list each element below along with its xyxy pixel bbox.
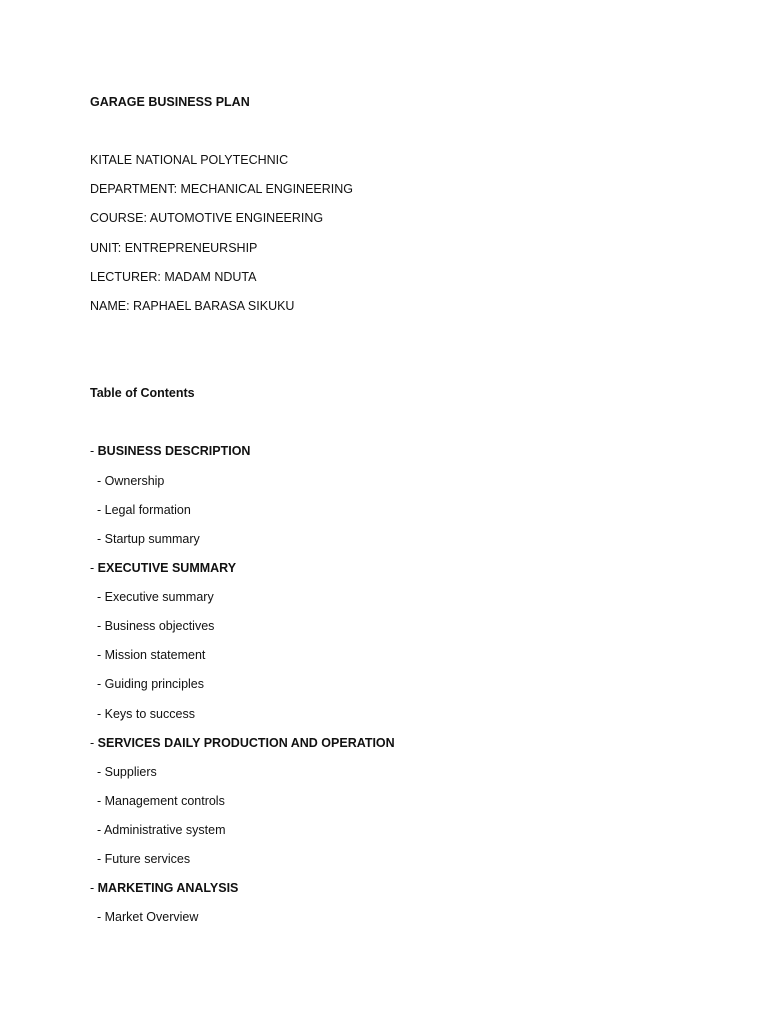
header-line-department: DEPARTMENT: MECHANICAL ENGINEERING	[90, 182, 354, 196]
toc-item: - Future services	[97, 852, 191, 866]
toc-bullet: -	[90, 881, 98, 895]
header-line-course: COURSE: AUTOMOTIVE ENGINEERING	[90, 211, 324, 225]
header-line-unit: UNIT: ENTREPRENEURSHIP	[90, 241, 258, 255]
toc-item: - Market Overview	[97, 910, 199, 924]
toc-item: - Ownership	[97, 474, 165, 488]
toc-section-executive-summary	[90, 560, 236, 576]
header-line-institution: KITALE NATIONAL POLYTECHNIC	[90, 153, 289, 167]
header-line-lecturer: LECTURER: MADAM NDUTA	[90, 270, 257, 284]
toc-item: - Legal formation	[97, 503, 191, 517]
toc-section-marketing-analysis	[90, 880, 238, 896]
toc-item: - Keys to success	[97, 707, 195, 721]
toc-item: - Management controls	[97, 794, 225, 808]
toc-bullet: -	[90, 561, 98, 575]
toc-item: - Business objectives	[97, 619, 215, 633]
toc-heading: BUSINESS DESCRIPTION	[97, 444, 251, 458]
toc-item: - Suppliers	[97, 765, 157, 779]
toc-heading: SERVICES DAILY PRODUCTION AND OPERATION	[97, 736, 395, 750]
toc-heading: MARKETING ANALYSIS	[97, 881, 239, 895]
toc-item: - Startup summary	[97, 532, 200, 546]
toc-item: - Mission statement	[97, 648, 206, 662]
document-title: GARAGE BUSINESS PLAN	[90, 95, 250, 109]
toc-item: - Administrative system	[97, 823, 226, 837]
toc-bullet: -	[90, 736, 98, 750]
header-line-name: NAME: RAPHAEL BARASA SIKUKU	[90, 299, 295, 313]
toc-bullet: -	[90, 444, 98, 458]
toc-title: Table of Contents	[90, 386, 195, 400]
toc-heading: EXECUTIVE SUMMARY	[97, 561, 237, 575]
toc-section-services	[90, 735, 395, 751]
toc-item: - Guiding principles	[97, 677, 204, 691]
toc-item: - Executive summary	[97, 590, 214, 604]
toc-section-business-description	[90, 443, 250, 459]
